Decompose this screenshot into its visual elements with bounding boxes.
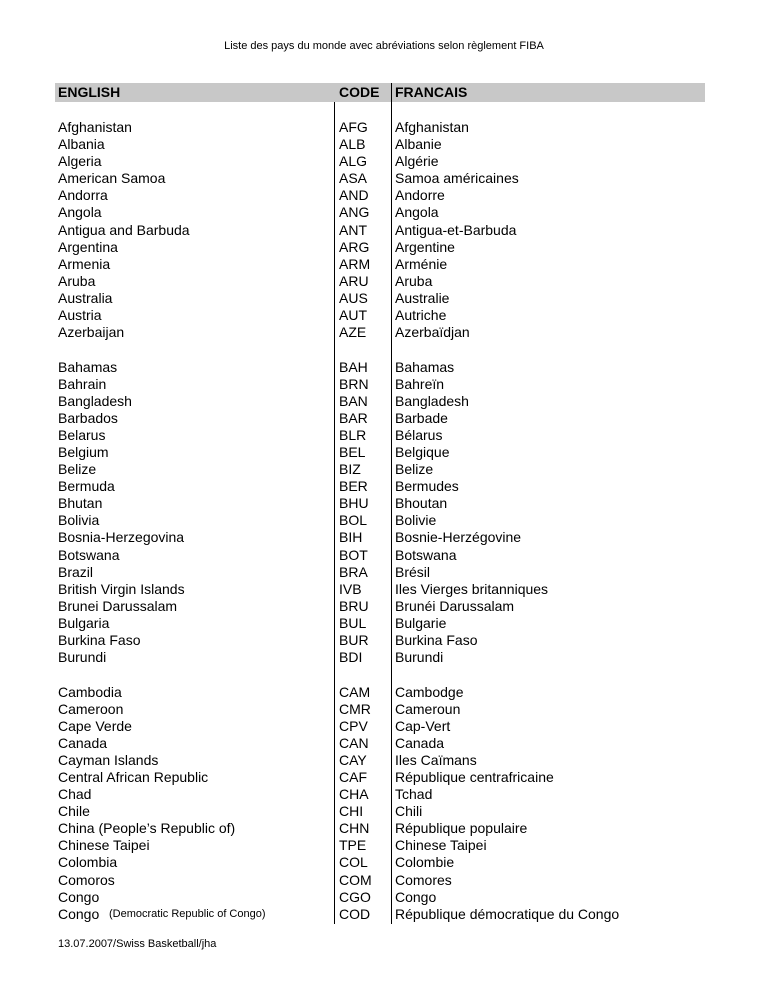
table-row (58, 239, 748, 256)
country-code: COD (339, 905, 371, 922)
country-name-english: Austria (58, 307, 102, 324)
country-code: BOL (339, 512, 368, 529)
country-name-french: Arménie (395, 255, 448, 272)
table-row (58, 649, 748, 666)
country-name-english: Chinese Taipei (58, 837, 150, 854)
country-code: BIZ (339, 461, 361, 478)
table-row (58, 324, 748, 341)
country-code: ARU (339, 272, 369, 289)
country-code: CHI (339, 803, 364, 820)
country-name-english: Andorra (58, 187, 108, 204)
country-name-english: Bermuda (58, 478, 115, 495)
country-group (58, 119, 748, 341)
column-header-code: CODE (339, 84, 380, 100)
table-row (58, 820, 748, 837)
country-name-english: Bolivia (58, 512, 100, 529)
country-code: CGO (339, 888, 371, 905)
country-name-english: Chile (58, 803, 90, 820)
country-name-english: Afghanistan (58, 119, 132, 135)
country-code: ANG (339, 204, 370, 221)
table-row (58, 872, 748, 889)
table-row (58, 119, 748, 136)
country-name-french: Afghanistan (395, 119, 469, 135)
table-row (58, 581, 748, 598)
country-name-english: Chad (58, 786, 92, 803)
table-row (58, 461, 748, 478)
country-code: AZE (339, 324, 367, 341)
country-name-english: Azerbaijan (58, 324, 125, 341)
country-code: BAH (339, 358, 368, 375)
country-code: IVB (339, 580, 362, 597)
country-name-french: Brésil (395, 563, 431, 580)
country-code: BOT (339, 546, 368, 563)
country-name-french: Bhoutan (395, 495, 448, 512)
page-header: Liste des pays du monde avec abréviations selon règlement FIBA (224, 40, 544, 52)
table-row (58, 684, 748, 701)
country-name-french: Aruba (395, 272, 433, 289)
country-name-french: Australie (395, 289, 450, 306)
country-code: BDI (339, 649, 363, 666)
country-name-french: Algérie (395, 153, 439, 170)
country-code: CPV (339, 717, 368, 734)
table-row (58, 803, 748, 820)
country-name-english: Albania (58, 136, 105, 153)
table-row (58, 187, 748, 204)
country-code: CHA (339, 786, 369, 803)
country-name-french: République populaire (395, 820, 528, 837)
table-row (58, 889, 748, 906)
country-name-french: Bélarus (395, 426, 443, 443)
country-name-french: Iles Vierges britanniques (395, 580, 549, 597)
table-row (58, 769, 748, 786)
country-code: CAF (339, 768, 367, 785)
country-name-french: Bermudes (395, 478, 459, 495)
country-name-english: American Samoa (58, 170, 166, 187)
country-name-french: Samoa américaines (395, 170, 519, 187)
country-code: ARG (339, 238, 370, 255)
column-header-english: ENGLISH (58, 84, 121, 100)
country-code: BEL (339, 443, 366, 460)
country-code: ALB (339, 136, 366, 153)
table-row (58, 632, 748, 649)
country-name-english: Australia (58, 289, 113, 306)
table-row (58, 273, 748, 290)
table-row (58, 854, 748, 871)
country-code: CMR (339, 700, 371, 717)
country-code: AUS (339, 289, 368, 306)
table-row (58, 290, 748, 307)
country-name-french: Barbade (395, 409, 448, 426)
country-name-french: République centrafricaine (395, 768, 554, 785)
table-row (58, 204, 748, 221)
country-name-french: Antigua-et-Barbuda (395, 221, 517, 238)
country-name-french: Tchad (395, 786, 433, 803)
country-code: AND (339, 187, 369, 204)
country-code: BRU (339, 597, 369, 614)
table-row (58, 136, 748, 153)
country-name-french: Burkina Faso (395, 632, 478, 649)
table-row (58, 444, 748, 461)
country-name-english: Bosnia-Herzegovina (58, 529, 185, 546)
country-name-english: Belgium (58, 443, 109, 460)
table-row (58, 718, 748, 735)
country-code: AUT (339, 307, 367, 324)
page-footer: 13.07.2007/Swiss Basketball/jha (58, 938, 217, 950)
country-code: CAN (339, 734, 369, 751)
table-row (58, 376, 748, 393)
country-name-english: Burundi (58, 649, 107, 666)
country-name-french: Angola (395, 204, 439, 221)
country-name-french: République démocratique du Congo (395, 905, 620, 922)
country-name-english: Congo (58, 905, 100, 922)
country-code: AFG (339, 119, 368, 135)
country-group (58, 684, 748, 923)
country-name-french: Colombie (395, 854, 455, 871)
country-code: BUR (339, 632, 369, 649)
table-row (58, 307, 748, 324)
country-name-french: Cambodge (395, 683, 464, 700)
country-name-french: Autriche (395, 307, 447, 324)
country-name-english: Canada (58, 734, 108, 751)
country-name-english: Belarus (58, 426, 106, 443)
table-row (58, 529, 748, 546)
country-name-english: Cape Verde (58, 717, 132, 734)
table-row (58, 512, 748, 529)
country-code: BRA (339, 563, 368, 580)
table-row (58, 410, 748, 427)
country-name-english: Burkina Faso (58, 632, 141, 649)
country-name-english: Argentina (58, 238, 118, 255)
table-row (58, 256, 748, 273)
country-name-english: Bhutan (58, 495, 103, 512)
country-code: COM (339, 871, 372, 888)
country-name-english: Cameroon (58, 700, 124, 717)
country-name-english: Congo (58, 888, 100, 905)
country-code: ARM (339, 255, 371, 272)
country-name-french: Congo (395, 888, 437, 905)
column-header-francais: FRANCAIS (395, 84, 468, 100)
country-code: COL (339, 854, 368, 871)
country-name-english: British Virgin Islands (58, 580, 185, 597)
country-name-french: Bolivie (395, 512, 437, 529)
country-name-french: Canada (395, 734, 445, 751)
country-name-english: Belize (58, 461, 97, 478)
table-row (58, 752, 748, 769)
country-name-french: Cameroun (395, 700, 461, 717)
country-code: BLR (339, 426, 367, 443)
country-name-english: Central African Republic (58, 768, 209, 785)
table-row (58, 427, 748, 444)
country-name-french: Bosnie-Herzégovine (395, 529, 522, 546)
country-code: CAY (339, 751, 367, 768)
country-name-french: Bangladesh (395, 392, 469, 409)
country-code: BER (339, 478, 368, 495)
country-code: BAR (339, 409, 368, 426)
country-name-french: Azerbaïdjan (395, 324, 470, 341)
country-code: CAM (339, 683, 371, 700)
country-name-french: Comores (395, 871, 452, 888)
country-group (58, 359, 748, 667)
country-name-english: Colombia (58, 854, 118, 871)
country-code: CHN (339, 820, 370, 837)
country-code: ANT (339, 221, 367, 238)
header-divider (391, 83, 392, 102)
table-row (58, 547, 748, 564)
country-name-english: Bulgaria (58, 614, 110, 631)
country-name-english: China (People’s Republic of) (58, 820, 236, 837)
table-row (58, 478, 748, 495)
table-row (58, 906, 748, 923)
country-code: TPE (339, 837, 367, 854)
country-name-english: Bahrain (58, 375, 107, 392)
country-code: ALG (339, 153, 368, 170)
table-row (58, 701, 748, 718)
table-row (58, 735, 748, 752)
country-code: BRN (339, 375, 369, 392)
table-row (58, 564, 748, 581)
table-row (58, 170, 748, 187)
table-row (58, 393, 748, 410)
table-row (58, 786, 748, 803)
table-header-row (55, 83, 705, 102)
country-name-english: Brunei Darussalam (58, 597, 178, 614)
country-name-french: Bahamas (395, 358, 455, 375)
country-name-english: Cambodia (58, 683, 122, 700)
country-name-french: Chinese Taipei (395, 837, 487, 854)
country-code: BAN (339, 392, 368, 409)
country-name-french: Burundi (395, 649, 444, 666)
table-row (58, 153, 748, 170)
country-name-french: Argentine (395, 238, 455, 255)
country-name-english: Barbados (58, 409, 118, 426)
country-name-french: Belize (395, 461, 434, 478)
country-name-english: Cayman Islands (58, 751, 159, 768)
country-name-english: Botswana (58, 546, 120, 563)
country-name-english: Aruba (58, 272, 96, 289)
country-name-french: Cap-Vert (395, 717, 451, 734)
country-code: BIH (339, 529, 363, 546)
country-name-english: Bangladesh (58, 392, 132, 409)
table-row (58, 495, 748, 512)
country-code: BUL (339, 614, 367, 631)
country-name-french: Bahreïn (395, 375, 445, 392)
country-name-french: Belgique (395, 443, 450, 460)
table-row (58, 837, 748, 854)
country-name-english: Brazil (58, 563, 94, 580)
country-name-french: Brunéi Darussalam (395, 597, 515, 614)
table-row (58, 615, 748, 632)
country-name-english: Angola (58, 204, 102, 221)
country-name-french: Iles Caïmans (395, 751, 477, 768)
country-name-note: (Democratic Republic of Congo) (109, 907, 266, 920)
country-name-english: Antigua and Barbuda (58, 221, 190, 238)
table-row (58, 359, 748, 376)
country-name-french: Chili (395, 803, 423, 820)
country-name-english: Algeria (58, 153, 102, 170)
country-name-french: Botswana (395, 546, 457, 563)
country-code: BHU (339, 495, 369, 512)
country-name-english: Armenia (58, 255, 111, 272)
country-name-french: Albanie (395, 136, 442, 153)
country-name-english: Bahamas (58, 358, 118, 375)
table-row (58, 598, 748, 615)
table-row (58, 222, 748, 239)
country-table-body (58, 119, 748, 923)
country-name-french: Andorre (395, 187, 445, 204)
country-code: ASA (339, 170, 368, 187)
country-name-english: Comoros (58, 871, 115, 888)
country-name-french: Bulgarie (395, 614, 447, 631)
